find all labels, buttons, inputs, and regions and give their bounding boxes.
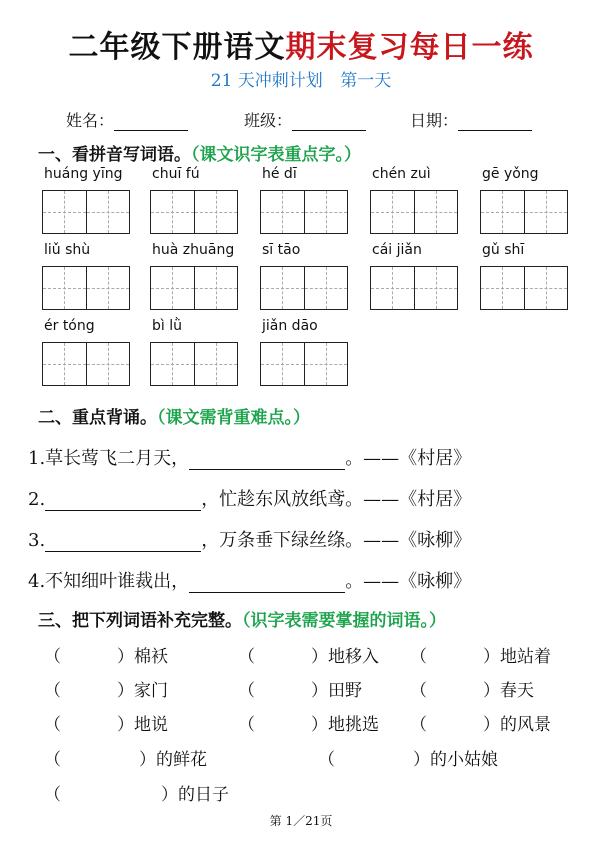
- recite-blank-3[interactable]: [45, 531, 201, 552]
- writing-cell[interactable]: [261, 191, 305, 233]
- title-part1: 二年级下册语文: [68, 30, 286, 65]
- fill-item: [410, 710, 551, 735]
- date-label: 日期：: [410, 111, 459, 130]
- writing-cell[interactable]: [261, 267, 305, 309]
- writing-box[interactable]: [150, 190, 238, 234]
- open-paren: （: [410, 715, 427, 735]
- open-paren: （: [44, 681, 61, 701]
- page-footer: 第 1／21页: [269, 814, 333, 828]
- name-blank[interactable]: [114, 114, 188, 131]
- recite-line-3-pre: 3.: [28, 530, 46, 551]
- writing-box[interactable]: [42, 190, 130, 234]
- writing-cell[interactable]: [371, 191, 415, 233]
- pinyin-label: huáng yīng: [44, 166, 123, 182]
- pinyin-label: huà zhuāng: [152, 242, 235, 258]
- fill-word: ）地移入: [311, 647, 379, 667]
- writing-cell[interactable]: [481, 267, 525, 309]
- recite-line-2-pre: 2.: [28, 489, 46, 510]
- writing-cell[interactable]: [525, 267, 568, 309]
- date-field[interactable]: [410, 108, 532, 131]
- recite-line-2: [28, 485, 471, 511]
- open-paren: （: [410, 681, 427, 701]
- fill-item: [44, 745, 207, 770]
- fill-word: ）的日子: [161, 785, 229, 805]
- open-paren: （: [410, 647, 427, 667]
- open-paren: （: [44, 715, 61, 735]
- writing-cell[interactable]: [415, 191, 458, 233]
- writing-cell[interactable]: [43, 343, 87, 385]
- open-paren: （: [44, 785, 61, 805]
- section3-heading: [38, 606, 446, 631]
- writing-box[interactable]: [370, 190, 458, 234]
- recite-line-1-pre: 1.草长莺飞二月天，: [28, 448, 190, 469]
- fill-word: ）地站着: [483, 647, 551, 667]
- section2-heading: [38, 403, 310, 428]
- fill-word: ）地说: [117, 715, 168, 735]
- section1-heading: [38, 140, 361, 165]
- recite-line-2-post: ，忙趁东风放纸鸢。——《村居》: [201, 489, 472, 510]
- pinyin-label: hé dī: [262, 166, 297, 182]
- pinyin-label: bì lǜ: [152, 318, 182, 334]
- class-blank[interactable]: [292, 114, 366, 131]
- recite-line-3: [28, 526, 471, 552]
- fill-word: ）田野: [311, 681, 362, 701]
- writing-box[interactable]: [150, 266, 238, 310]
- fill-word: ）棉袄: [117, 647, 168, 667]
- recite-line-4-post: 。——《咏柳》: [345, 571, 472, 592]
- fill-item: [238, 710, 379, 735]
- pinyin-label: chén zuì: [372, 166, 431, 182]
- pinyin-label: gǔ shī: [482, 242, 525, 258]
- fill-word: ）春天: [483, 681, 534, 701]
- writing-cell[interactable]: [43, 267, 87, 309]
- writing-box[interactable]: [260, 266, 348, 310]
- writing-cell[interactable]: [261, 343, 305, 385]
- writing-cell[interactable]: [305, 191, 348, 233]
- fill-item: [44, 642, 168, 667]
- open-paren: （: [44, 750, 61, 770]
- section1-note: （课文识字表重点字。）: [191, 145, 361, 165]
- writing-cell[interactable]: [525, 191, 568, 233]
- title-part2: 期末复习每日一练: [285, 30, 534, 65]
- fill-word: ）的小姑娘: [413, 750, 498, 770]
- recite-blank-1[interactable]: [189, 449, 345, 470]
- fill-item: [238, 642, 379, 667]
- fill-item: [410, 676, 534, 701]
- writing-cell[interactable]: [195, 343, 238, 385]
- writing-cell[interactable]: [415, 267, 458, 309]
- page-title: [0, 22, 602, 66]
- recite-line-1-post: 。——《村居》: [345, 448, 472, 469]
- fill-item: [44, 676, 168, 701]
- writing-cell[interactable]: [87, 267, 130, 309]
- recite-line-4: [28, 567, 471, 593]
- writing-cell[interactable]: [305, 267, 348, 309]
- writing-box[interactable]: [480, 190, 568, 234]
- class-label: 班级：: [244, 111, 293, 130]
- recite-line-4-pre: 4.不知细叶谁裁出，: [28, 571, 190, 592]
- fill-item: [44, 710, 168, 735]
- fill-item: [318, 745, 498, 770]
- writing-box[interactable]: [370, 266, 458, 310]
- open-paren: （: [238, 681, 255, 701]
- pinyin-label: sī tāo: [262, 242, 301, 258]
- open-paren: （: [44, 647, 61, 667]
- page-subtitle: [0, 66, 602, 91]
- class-field[interactable]: [244, 108, 366, 131]
- writing-cell[interactable]: [195, 267, 238, 309]
- recite-blank-2[interactable]: [45, 490, 201, 511]
- pinyin-label: liǔ shù: [44, 242, 91, 258]
- fill-item: [410, 642, 551, 667]
- subtitle-day: 第一天: [340, 71, 392, 91]
- writing-box[interactable]: [260, 342, 348, 386]
- writing-box[interactable]: [42, 266, 130, 310]
- writing-cell[interactable]: [43, 191, 87, 233]
- pinyin-label: gē yǒng: [482, 166, 539, 182]
- writing-cell[interactable]: [87, 343, 130, 385]
- pinyin-label: chuī fú: [152, 166, 200, 182]
- writing-box[interactable]: [42, 342, 130, 386]
- writing-cell[interactable]: [195, 191, 238, 233]
- writing-cell[interactable]: [481, 191, 525, 233]
- fill-word: ）地挑选: [311, 715, 379, 735]
- pinyin-label: jiǎn dāo: [262, 318, 318, 334]
- open-paren: （: [238, 647, 255, 667]
- recite-line-1: [28, 444, 471, 470]
- writing-cell[interactable]: [371, 267, 415, 309]
- writing-cell[interactable]: [151, 343, 195, 385]
- section3-note: （识字表需要掌握的词语。）: [242, 611, 446, 631]
- section2-note: （课文需背重难点。）: [157, 408, 310, 428]
- date-blank[interactable]: [458, 114, 532, 131]
- section2-title: 二、重点背诵。: [38, 408, 157, 428]
- writing-box[interactable]: [480, 266, 568, 310]
- fill-item: [238, 676, 362, 701]
- name-field[interactable]: [66, 108, 188, 131]
- section1-title: 一、看拼音写词语。: [38, 145, 191, 165]
- writing-cell[interactable]: [87, 191, 130, 233]
- writing-box[interactable]: [150, 342, 238, 386]
- open-paren: （: [238, 715, 255, 735]
- writing-cell[interactable]: [151, 191, 195, 233]
- writing-box[interactable]: [260, 190, 348, 234]
- pinyin-label: cái jiǎn: [372, 242, 422, 258]
- name-label: 姓名：: [66, 111, 115, 130]
- section3-title: 三、把下列词语补充完整。: [38, 611, 242, 631]
- fill-word: ）的风景: [483, 715, 551, 735]
- open-paren: （: [318, 750, 335, 770]
- pinyin-label: ér tóng: [44, 318, 95, 334]
- recite-line-3-post: ，万条垂下绿丝绦。——《咏柳》: [201, 530, 472, 551]
- subtitle-plan: 21 天冲刺计划: [210, 71, 323, 91]
- fill-word: ）家门: [117, 681, 168, 701]
- fill-word: ）的鲜花: [139, 750, 207, 770]
- writing-cell[interactable]: [151, 267, 195, 309]
- fill-item: [44, 780, 229, 805]
- recite-blank-4[interactable]: [189, 572, 345, 593]
- writing-cell[interactable]: [305, 343, 348, 385]
